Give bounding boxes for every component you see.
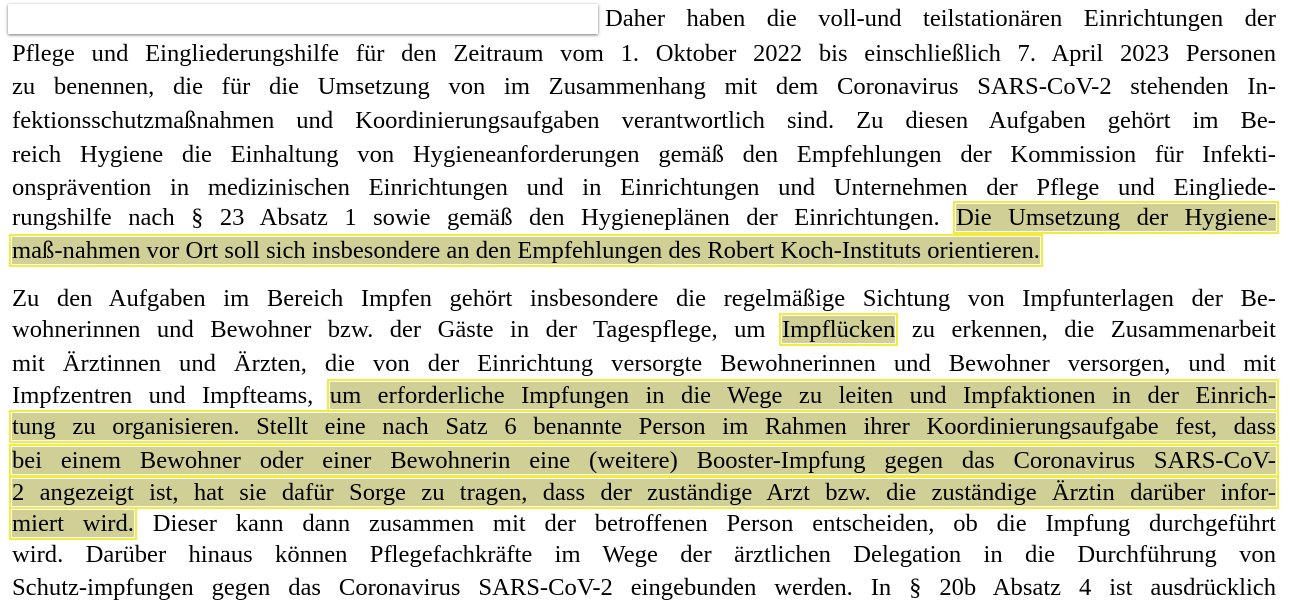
highlighted-text: tung zu organisieren. Stellt eine nach Satz 6 benannte Person im Rahmen ihrer Koordinierungsaufgabe fest, dass [12, 413, 1276, 440]
text-line: miert wird. Dieser kann dann zusammen mit der betroffenen Person entscheiden, ob die Impfung durchgeführt [12, 510, 1276, 537]
text-line: zu benennen, die für die Umsetzung von im Zusammenhang mit dem Coronavirus SARS-CoV-2 stehenden In- [12, 73, 1276, 100]
text-line: onsprävention in medizinischen Einrichtungen und in Einrichtungen und Unternehmen der Pflege und Eingliede- [12, 174, 1276, 201]
text-line: Daher haben die voll-und teilstationären Einrichtungen der [605, 5, 1276, 32]
text-line: mit Ärztinnen und Ärzten, die von der Einrichtung versorgte Bewohnerinnen und Bewohner versorgen, und mit [12, 350, 1276, 377]
text-line [12, 236, 1276, 266]
text-line: wird. Darüber hinaus können Pflegefachkräfte im Wege der ärztlichen Delegation in die Durchführung von [12, 541, 1276, 568]
text-line: Pflege und Eingliederungshilfe für den Zeitraum vom 1. Oktober 2022 bis einschließlich 7. April 2023 Personen [12, 40, 1276, 67]
text-line: Zu den Aufgaben im Bereich Impfen gehört insbesondere die regelmäßige Sichtung von Impfunterlagen der Be- [12, 285, 1276, 312]
text-line: Schutz-impfungen gegen das Coronavirus SARS-CoV-2 eingebunden werden. In § 20b Absatz 4 ist ausdrücklich [12, 574, 1276, 601]
highlighted-text: bei einem Bewohner oder einer Bewohnerin eine (weitere) Booster-Impfung gegen das Coronavirus SARS-CoV- [12, 447, 1276, 474]
highlighted-text: Impflücken [781, 316, 896, 343]
text-line: Impfzentren und Impfteams, um erforderliche Impfungen in die Wege zu leiten und Impfaktionen in der Einrich- [12, 382, 1276, 409]
highlighted-text: Die Umsetzung der Hygiene- [956, 204, 1276, 231]
redaction-box [8, 4, 598, 34]
highlighted-text: miert wird. [12, 510, 134, 537]
text-line [12, 412, 1276, 442]
text-line [12, 478, 1276, 508]
text-line [12, 446, 1276, 476]
text-line: reich Hygiene die Einhaltung von Hygieneanforderungen gemäß den Empfehlungen der Kommission für Infekti- [12, 141, 1276, 168]
text-line: rungshilfe nach § 23 Absatz 1 sowie gemäß den Hygieneplänen der Einrichtungen. Die Umsetzung der Hygiene- [12, 204, 1276, 231]
text-line: fektionsschutzmaßnahmen und Koordinierungsaufgaben verantwortlich sind. Zu diesen Aufgaben gehört im Be- [12, 107, 1276, 134]
highlighted-text: 2 angezeigt ist, hat sie dafür Sorge zu tragen, dass der zuständige Arzt bzw. die zuständige Ärztin darüber infor- [12, 479, 1276, 506]
highlighted-text: maß-nahmen vor Ort soll sich insbesondere an den Empfehlungen des Robert Koch-Instituts orientieren. [12, 237, 1040, 264]
text-line: wohnerinnen und Bewohner bzw. der Gäste in der Tagespflege, um Impflücken zu erkennen, die Zusammenarbeit [12, 316, 1276, 343]
highlighted-text: um erforderliche Impfungen in die Wege zu leiten und Impfaktionen in der Einrich- [329, 382, 1276, 409]
